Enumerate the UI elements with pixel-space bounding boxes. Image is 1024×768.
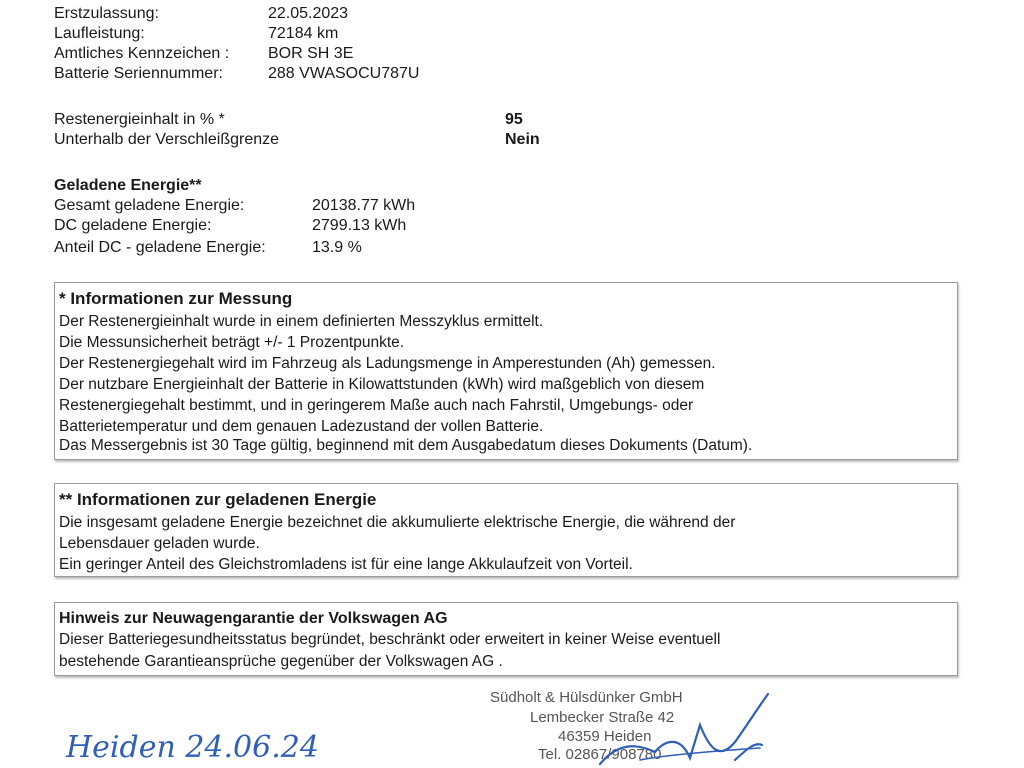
- warranty-notice-line: bestehende Garantieansprüche gegenüber der Volkswagen AG .: [59, 653, 503, 670]
- measurement-info-line: Der Restenergiegehalt wird im Fahrzeug als Ladungsmenge in Amperestunden (Ah) gemessen.: [59, 355, 716, 372]
- measurement-info-line: Der nutzbare Energieinhalt der Batterie in Kilowattstunden (kWh) wird maßgeblich von diesem: [59, 376, 705, 393]
- measurement-info-line: Das Messergebnis ist 30 Tage gültig, beginnend mit dem Ausgabedatum dieses Dokuments (Datum).: [59, 437, 753, 454]
- stamp-street: Lembecker Straße 42: [530, 709, 675, 726]
- dc-share-label: Anteil DC - geladene Energie:: [54, 239, 266, 256]
- charged-energy-info-title: ** Informationen zur geladenen Energie: [59, 490, 377, 509]
- first-registration-value: 22.05.2023: [268, 5, 349, 22]
- charged-energy-info-line: Ein geringer Anteil des Gleichstromladens ist für eine lange Akkulaufzeit von Vorteil.: [59, 556, 633, 573]
- charged-energy-heading: Geladene Energie**: [54, 177, 202, 194]
- total-energy-value: 20138.77 kWh: [312, 197, 416, 214]
- stamp-phone: Tel. 02867/908780: [538, 746, 662, 763]
- wear-limit-value: Nein: [505, 131, 540, 148]
- wear-limit-label: Unterhalb der Verschleißgrenze: [54, 131, 280, 148]
- charged-energy-info-line: Lebensdauer geladen wurde.: [59, 535, 260, 552]
- residual-energy-value: 95: [505, 111, 523, 128]
- stamp-company: Südholt & Hülsdünker GmbH: [490, 689, 683, 706]
- dc-energy-label: DC geladene Energie:: [54, 217, 212, 234]
- warranty-notice-box: [54, 602, 958, 676]
- total-energy-label: Gesamt geladene Energie:: [54, 197, 245, 214]
- measurement-info-title: * Informationen zur Messung: [59, 289, 293, 308]
- warranty-notice-line: Dieser Batteriegesundheitsstatus begründet, beschränkt oder erweitert in keiner Weise eventuell: [59, 631, 721, 648]
- license-plate-value: BOR SH 3E: [268, 45, 354, 62]
- mileage-label: Laufleistung:: [54, 25, 145, 42]
- charged-energy-info-line: Die insgesamt geladene Energie bezeichnet die akkumulierte elektrische Energie, die während der: [59, 514, 736, 531]
- license-plate-label: Amtliches Kennzeichen :: [54, 45, 230, 62]
- first-registration-label: Erstzulassung:: [54, 5, 159, 22]
- handwritten-place-date: Heiden 24.06.24: [66, 730, 319, 765]
- charged-energy-info-box: [54, 483, 958, 577]
- mileage-value: 72184 km: [268, 25, 339, 42]
- measurement-info-box: [54, 282, 958, 460]
- measurement-info-line: Batterietemperatur und dem genauen Ladezustand der vollen Batterie.: [59, 418, 544, 435]
- warranty-notice-title: Hinweis zur Neuwagengarantie der Volkswagen AG: [59, 610, 448, 627]
- measurement-info-line: Der Restenergieinhalt wurde in einem definierten Messzyklus ermittelt.: [59, 313, 544, 330]
- battery-serial-label: Batterie Seriennummer:: [54, 65, 223, 82]
- residual-energy-label: Restenergieinhalt in % *: [54, 111, 225, 128]
- measurement-info-line: Die Messunsicherheit beträgt +/- 1 Prozentpunkte.: [59, 334, 405, 351]
- dc-energy-value: 2799.13 kWh: [312, 217, 407, 234]
- dc-share-value: 13.9 %: [312, 239, 362, 256]
- measurement-info-line: Restenergiegehalt bestimmt, und in geringerem Maße auch nach Fahrstil, Umgebungs- oder: [59, 397, 694, 414]
- stamp-city: 46359 Heiden: [558, 728, 652, 745]
- battery-serial-value: 288 VWASOCU787U: [268, 65, 420, 82]
